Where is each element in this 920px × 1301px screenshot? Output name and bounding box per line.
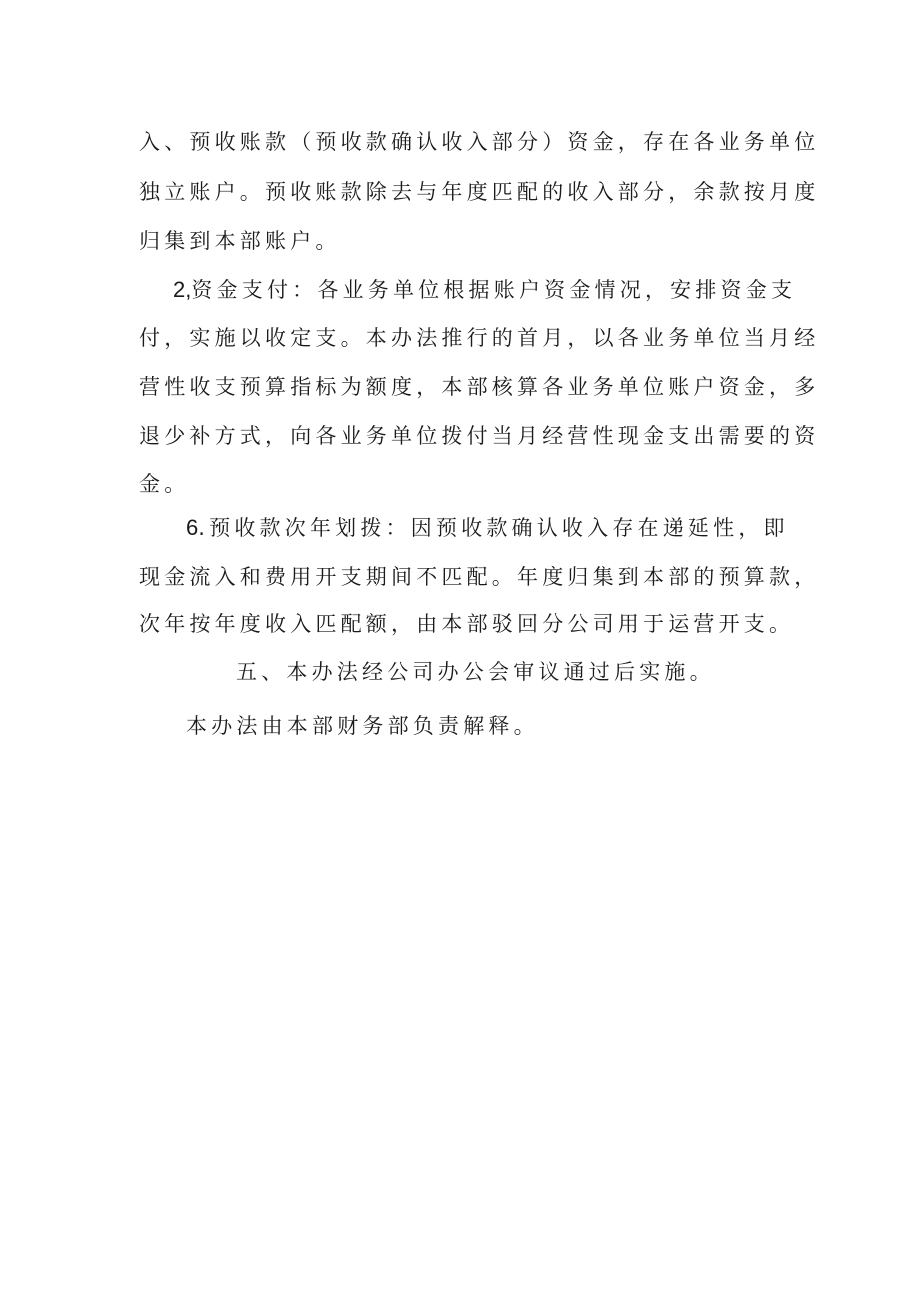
para2-number: 2,: [173, 277, 192, 302]
para2-line3: 营性收支预算指标为额度，本部核算各业务单位账户资金，多: [139, 375, 820, 399]
para3-line3: 次年按年度收入匹配额，由本部驳回分公司用于运营开支。: [139, 612, 795, 636]
para2-line1: [173, 278, 796, 302]
closing-statement: 本办法由本部财务部负责解释。: [186, 714, 539, 738]
para2-line4: 退少补方式，向各业务单位拨付当月经营性现金支出需要的资: [139, 424, 820, 448]
para1-line3: 归集到本部账户。: [139, 229, 341, 253]
para2-line1-text: 资金支付：各业务单位根据账户资金情况，安排资金支: [191, 278, 797, 302]
para2-line5: 金。: [139, 472, 190, 496]
para2-line2: 付，实施以收定支。本办法推行的首月，以各业务单位当月经: [139, 326, 820, 350]
section-5: 五、本办法经公司办公会审议通过后实施。: [236, 660, 715, 684]
para1-line2: 独立账户。预收账款除去与年度匹配的收入部分，余款按月度: [139, 180, 820, 204]
para3-line1: [186, 516, 789, 540]
para3-line1-text: .预收款次年划拨：因预收款确认收入存在递延性，即: [198, 516, 789, 540]
para3-line2: 现金流入和费用开支期间不匹配。年度归集到本部的预算款，: [139, 565, 820, 589]
para3-number: 6: [186, 515, 199, 540]
para1-line1: 入、预收账款（预收款确认收入部分）资金，存在各业务单位: [139, 130, 820, 154]
